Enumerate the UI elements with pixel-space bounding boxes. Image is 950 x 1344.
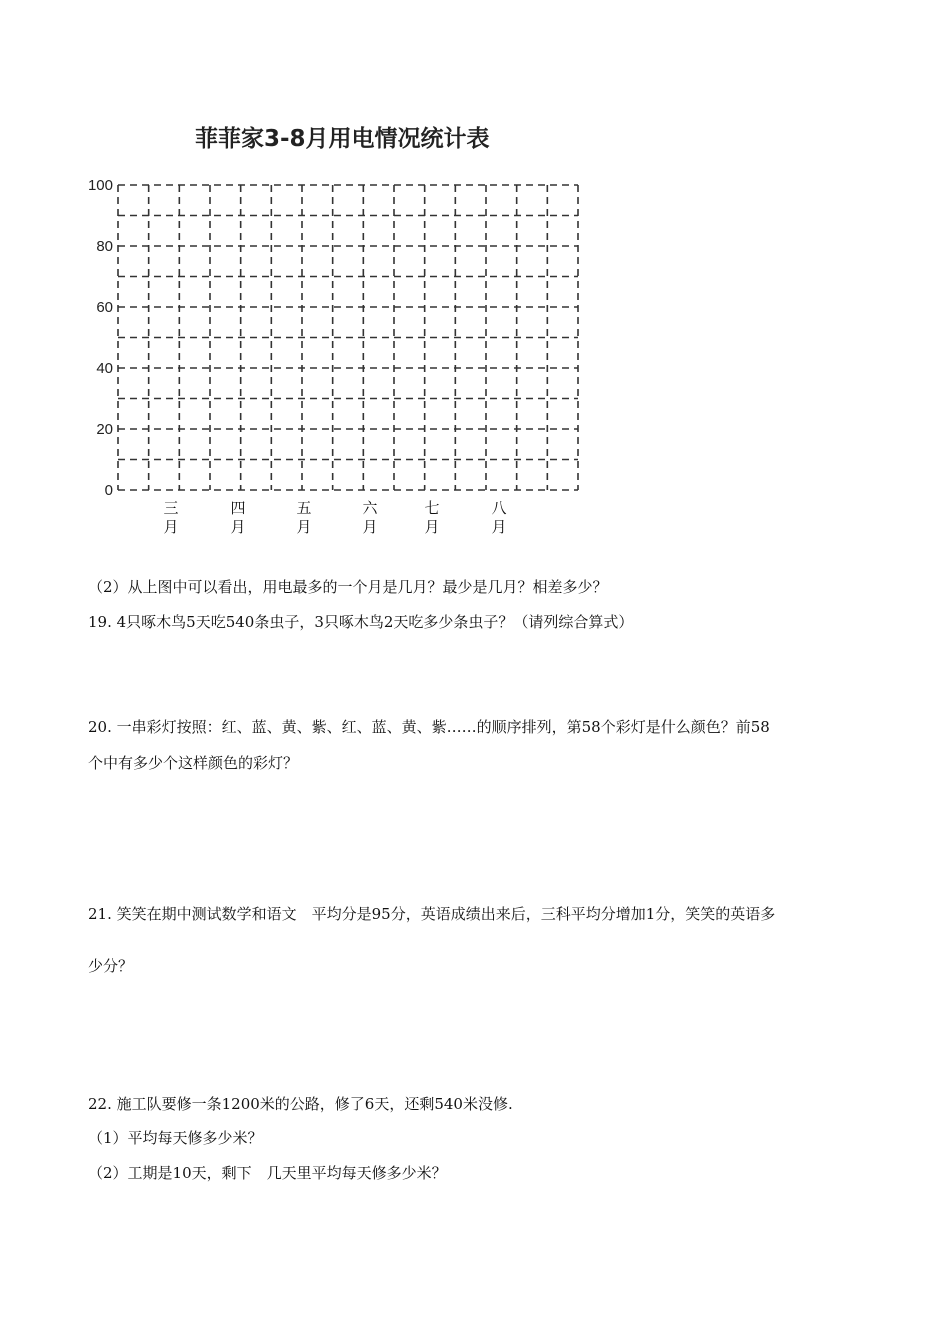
question-22-part-2: （2）工期是10天，剩下 几天里平均每天修多少米？ [88, 1164, 447, 1182]
question-21-line-2: 少分？ [88, 957, 134, 975]
y-tick-label: 80 [96, 238, 113, 255]
month-label-char: 月 [424, 518, 440, 536]
month-label-char: 四 [230, 499, 246, 517]
grid-lines [118, 185, 578, 490]
question-18-part-2: （2）从上图中可以看出，用电最多的一个月是几月？最少是几月？相差多少？ [88, 578, 608, 596]
question-20-line-1: 20. 一串彩灯按照：红、蓝、黄、紫、红、蓝、黄、紫……的顺序排列，第58个彩灯是什么颜色？前58 [88, 718, 770, 736]
y-tick-label: 0 [104, 482, 113, 499]
month-label [489, 499, 509, 537]
y-tick-label: 20 [96, 421, 113, 438]
month-label [294, 499, 314, 537]
y-tick-label: 40 [96, 360, 113, 377]
month-label-char: 月 [362, 518, 378, 536]
month-label-char: 三 [163, 499, 179, 517]
chart-title: 菲菲家3-8月用电情况统计表 [195, 126, 490, 152]
month-label-char: 月 [163, 518, 179, 536]
month-label-char: 七 [424, 499, 440, 517]
month-label [228, 499, 248, 537]
month-label-char: 月 [230, 518, 246, 536]
month-label-char: 六 [362, 499, 378, 517]
y-tick-label: 100 [87, 177, 113, 194]
month-label-char: 八 [491, 499, 507, 517]
question-22-part-1: （1）平均每天修多少米？ [88, 1129, 263, 1147]
month-label-char: 月 [296, 518, 312, 536]
month-label-char: 五 [296, 499, 312, 517]
dashed-grid-chart [0, 0, 950, 560]
month-label [360, 499, 380, 537]
question-19: 19. 4只啄木鸟5天吃540条虫子，3只啄木鸟2天吃多少条虫子？（请列综合算式） [88, 613, 634, 631]
y-tick-label: 60 [96, 299, 113, 316]
month-label [422, 499, 442, 537]
question-20-line-2: 个中有多少个这样颜色的彩灯？ [88, 754, 299, 772]
question-22: 22. 施工队要修一条1200米的公路，修了6天，还剩540米没修. [88, 1095, 513, 1113]
y-axis-ticks [88, 177, 113, 499]
month-label-char: 月 [491, 518, 507, 536]
question-21-line-1: 21. 笑笑在期中测试数学和语文 平均分是95分，英语成绩出来后，三科平均分增加1分，笑笑的英语多 [88, 905, 776, 923]
month-label [161, 499, 181, 537]
